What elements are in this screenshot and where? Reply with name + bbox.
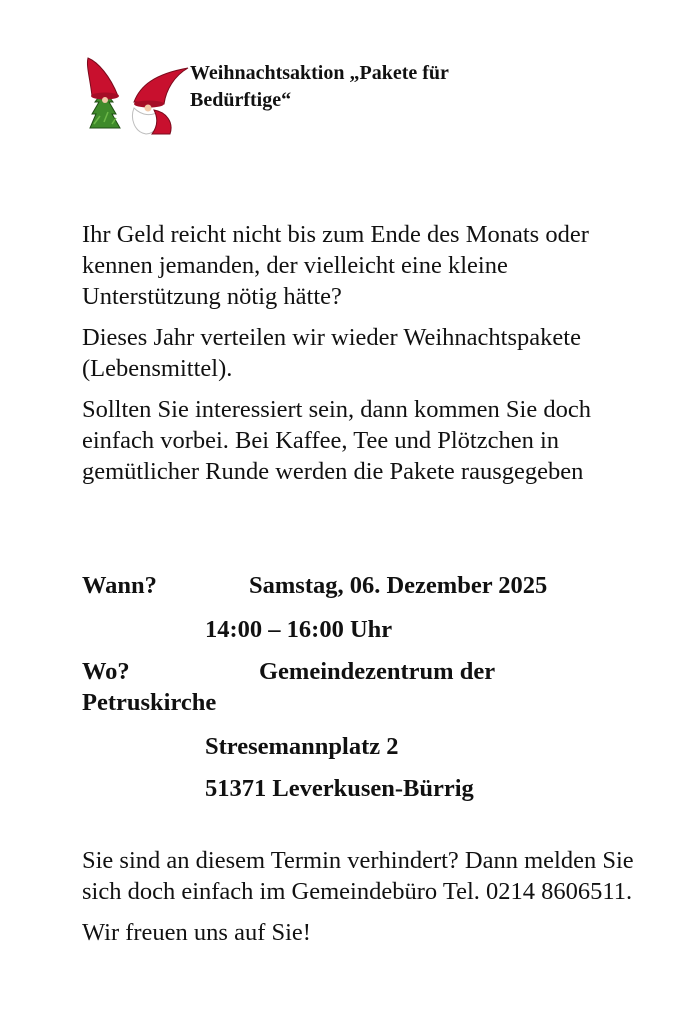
footer-text <box>82 845 642 958</box>
venue-name-continued: Petruskirche <box>82 689 217 716</box>
event-time: 14:00 – 16:00 Uhr <box>205 616 393 643</box>
venue-city: 51371 Leverkusen-Bürrig <box>205 775 474 802</box>
intro-paragraph: Dieses Jahr verteilen wir wieder Weihnachtspakete (Lebensmittel). <box>82 324 581 382</box>
intro-paragraph: Sollten Sie interessiert sein, dann kommen Sie doch einfach vorbei. Bei Kaffee, Tee und Plötzchen in gemütlicher Runde werden die Pakete rausgegeben <box>82 396 591 485</box>
closing-line: Wir freuen uns auf Sie! <box>82 919 311 946</box>
intro-paragraph: Ihr Geld reicht nicht bis zum Ende des Monats oder kennen jemanden, der vielleicht eine kleine Unterstützung nötig hätte? <box>82 221 589 310</box>
intro-text <box>82 219 642 497</box>
where-label: Wo? <box>82 658 130 685</box>
venue-name: Gemeindezentrum der <box>259 658 496 685</box>
when-label: Wann? <box>82 572 157 599</box>
gnome-pair-icon <box>84 56 190 136</box>
venue-street: Stresemannplatz 2 <box>205 733 399 760</box>
page-title: Weihnachtsaktion „Pakete für Bedürftige“ <box>190 62 449 111</box>
event-date: Samstag, 06. Dezember 2025 <box>249 572 548 599</box>
contact-paragraph: Sie sind an diesem Termin verhindert? Dann melden Sie sich doch einfach im Gemeindebüro Tel. 0214 8606511. <box>82 847 634 905</box>
